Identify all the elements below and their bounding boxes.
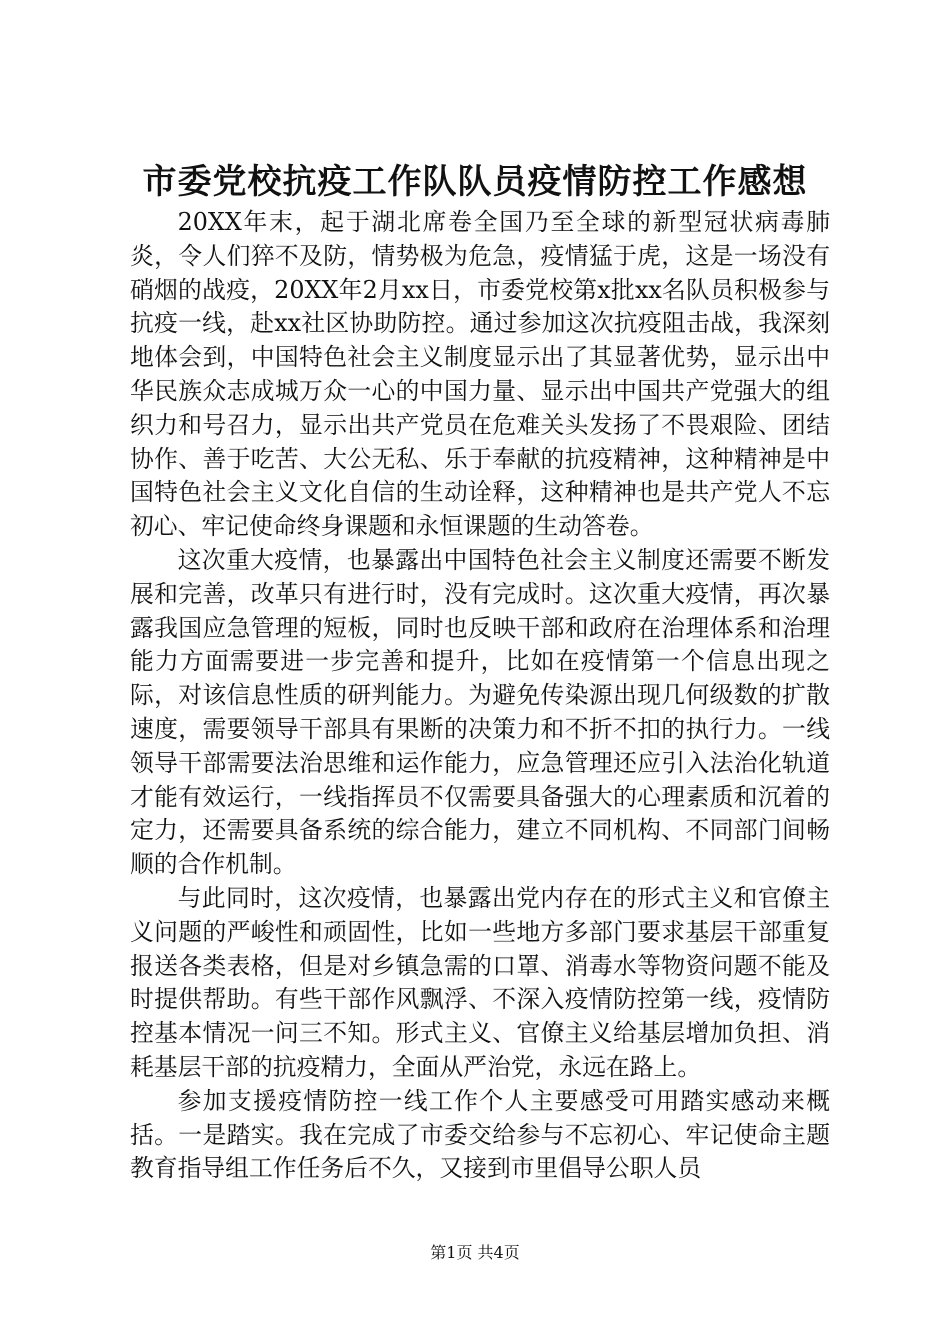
document-title: 市委党校抗疫工作队队员疫情防控工作感想 <box>142 162 808 202</box>
page-footer: 第1页 共4页 <box>430 1243 520 1262</box>
paragraph-1: 20XX年末，起于湖北席卷全国乃至全球的新型冠状病毒肺炎，令人们猝不及防，情势极为危急，疫情猛于虎，这是一场没有硝烟的战疫，20XX年2月xx日，市委党校第x批xx名队员积极参与抗疫一线，赴xx社区协助防控。通过参加这次抗疫阻击战，我深刻地体会到，中国特色社会主义制度显示出了其显著优势，显示出中华民族众志成城万众一心的中国力量、显示出中国共产党强大的组织力和号召力，显示出共产党员在危难关头发扬了不畏艰险、团结协作、善于吃苦、大公无私、乐于奉献的抗疫精神，这种精神是中国特色社会主义文化自信的生动诠释，这种精神也是共产党人不忘初心、牢记使命终身课题和永恒课题的生动答卷。 <box>130 208 830 541</box>
paragraph-2: 这次重大疫情，也暴露出中国特色社会主义制度还需要不断发展和完善，改革只有进行时，没有完成时。这次重大疫情，再次暴露我国应急管理的短板，同时也反映干部和政府在治理体系和治理能力方面需要进一步完善和提升，比如在疫情第一个信息出现之际，对该信息性质的研判能力。为避免传染源出现几何级数的扩散速度，需要领导干部具有果断的决策力和不折不扣的执行力。一线领导干部需要法治思维和运作能力，应急管理还应引入法治化轨道才能有效运行，一线指挥员不仅需要具备强大的心理素质和沉着的定力，还需要具备系统的综合能力，建立不同机构、不同部门间畅顺的合作机制。 <box>130 545 830 879</box>
paragraph-4: 参加支援疫情防控一线工作个人主要感受可用踏实感动来概括。一是踏实。我在完成了市委交给参与不忘初心、牢记使命主题教育指导组工作任务后不久，又接到市里倡导公职人员 <box>130 1086 830 1183</box>
paragraph-3: 与此同时，这次疫情，也暴露出党内存在的形式主义和官僚主义问题的严峻性和顽固性，比如一些地方多部门要求基层干部重复报送各类表格，但是对乡镇急需的口罩、消毒水等物资问题不能及时提供帮助。有些干部作风飘浮、不深入疫情防控第一线，疫情防控基本情况一问三不知。形式主义、官僚主义给基层增加负担、消耗基层干部的抗疫精力，全面从严治党，永远在路上。 <box>130 883 830 1081</box>
document-body <box>130 206 830 1186</box>
